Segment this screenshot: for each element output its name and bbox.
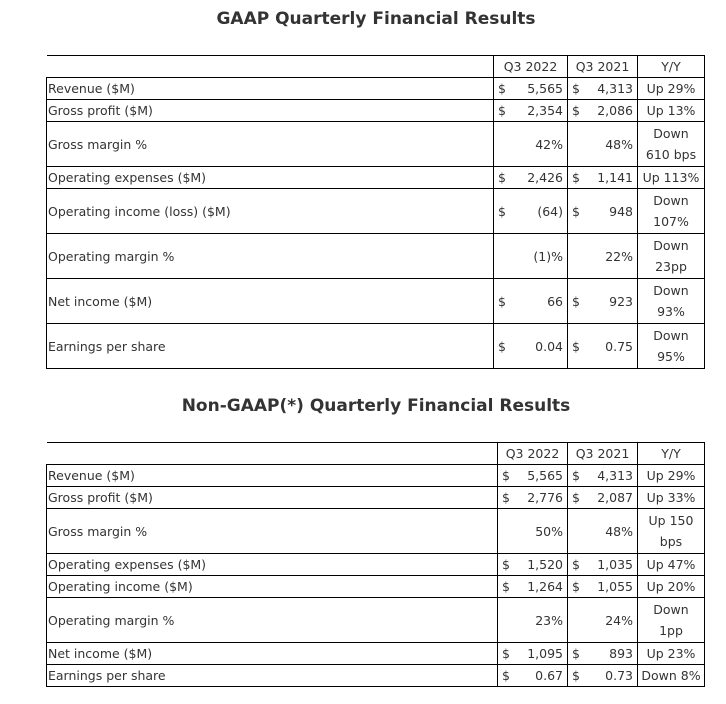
table-row: [47, 122, 705, 167]
cell-value: 2,776: [527, 490, 563, 505]
row-label: Gross profit ($M): [47, 487, 498, 509]
value-cell-q3-2022: [494, 324, 568, 369]
cell-value: 2,086: [597, 103, 633, 118]
cell-value: 1,035: [597, 557, 633, 572]
value-cell-q3-2021: [568, 665, 638, 687]
currency-symbol: $: [498, 103, 506, 118]
currency-symbol: $: [502, 490, 510, 505]
table-row: [47, 167, 705, 189]
currency-symbol: $: [572, 468, 580, 483]
cell-value: 0.73: [605, 668, 633, 683]
yoy-change-cell: Down 1pp: [638, 598, 705, 643]
table-row: [47, 665, 705, 687]
header-label-cell: [47, 56, 494, 78]
gaap-title: GAAP Quarterly Financial Results: [216, 9, 536, 29]
header-q3-2021: Q3 2021: [568, 443, 638, 465]
value-cell-q3-2021: [568, 167, 638, 189]
cell-value: 0.75: [605, 338, 633, 354]
yoy-change-cell: Up 13%: [638, 100, 705, 122]
cell-value: 0.67: [535, 668, 563, 683]
value-cell-q3-2021: [568, 576, 638, 598]
cell-value: 5,565: [527, 81, 563, 96]
table-row: [47, 576, 705, 598]
cell-value: 50%: [535, 523, 563, 539]
value-cell-q3-2022: [498, 576, 568, 598]
value-cell-q3-2022: [498, 509, 568, 554]
row-label: Net income ($M): [47, 643, 498, 665]
value-cell-q3-2021: [568, 554, 638, 576]
currency-symbol: $: [572, 203, 580, 219]
value-cell-q3-2022: [498, 643, 568, 665]
value-cell-q3-2022: [498, 598, 568, 643]
cell-value: 24%: [605, 612, 633, 628]
currency-symbol: $: [572, 646, 580, 661]
currency-symbol: $: [502, 557, 510, 572]
cell-value: 2,354: [527, 103, 563, 118]
currency-symbol: $: [572, 293, 580, 309]
cell-value: 1,141: [597, 170, 633, 185]
row-label: Earnings per share: [47, 324, 494, 369]
row-label: Gross profit ($M): [47, 100, 494, 122]
cell-value: 2,426: [527, 170, 563, 185]
yoy-change-cell: Up 29%: [638, 465, 705, 487]
currency-symbol: $: [502, 646, 510, 661]
table-row: [47, 643, 705, 665]
currency-symbol: $: [572, 103, 580, 118]
yoy-change-cell: Down 95%: [638, 324, 705, 369]
value-cell-q3-2021: [568, 598, 638, 643]
yoy-change-cell: Down 610 bps: [638, 122, 705, 167]
value-cell-q3-2022: [494, 189, 568, 234]
header-q3-2022: Q3 2022: [498, 443, 568, 465]
table-row: [47, 279, 705, 324]
currency-symbol: $: [502, 668, 510, 683]
currency-symbol: $: [572, 81, 580, 96]
yoy-change-cell: Up 23%: [638, 643, 705, 665]
value-cell-q3-2022: [494, 167, 568, 189]
value-cell-q3-2022: [494, 78, 568, 100]
value-cell-q3-2021: [568, 509, 638, 554]
header-q3-2021: Q3 2021: [568, 56, 638, 78]
row-label: Operating income (loss) ($M): [47, 189, 494, 234]
non-gaap-results-table: [46, 442, 705, 687]
value-cell-q3-2021: [568, 122, 638, 167]
value-cell-q3-2022: [494, 279, 568, 324]
yoy-change-cell: Up 33%: [638, 487, 705, 509]
table-header-row: [47, 56, 705, 78]
cell-value: 22%: [605, 248, 633, 264]
table-row: [47, 324, 705, 369]
currency-symbol: $: [572, 557, 580, 572]
currency-symbol: $: [498, 81, 506, 96]
value-cell-q3-2021: [568, 324, 638, 369]
table-row: [47, 598, 705, 643]
header-yoy: Y/Y: [638, 56, 705, 78]
yoy-change-cell: Up 47%: [638, 554, 705, 576]
yoy-change-cell: Down 93%: [638, 279, 705, 324]
table-row: [47, 100, 705, 122]
table-header-row: [47, 443, 705, 465]
cell-value: 1,095: [527, 646, 563, 661]
yoy-change-cell: Up 113%: [638, 167, 705, 189]
yoy-change-cell: Up 29%: [638, 78, 705, 100]
cell-value: 2,087: [597, 490, 633, 505]
currency-symbol: $: [498, 203, 506, 219]
currency-symbol: $: [498, 293, 506, 309]
currency-symbol: $: [502, 468, 510, 483]
value-cell-q3-2021: [568, 78, 638, 100]
currency-symbol: $: [572, 579, 580, 594]
row-label: Operating margin %: [47, 598, 498, 643]
currency-symbol: $: [572, 338, 580, 354]
cell-value: 5,565: [527, 468, 563, 483]
row-label: Operating margin %: [47, 234, 494, 279]
value-cell-q3-2021: [568, 487, 638, 509]
yoy-change-cell: Down 8%: [638, 665, 705, 687]
value-cell-q3-2021: [568, 189, 638, 234]
value-cell-q3-2021: [568, 100, 638, 122]
header-label-cell: [47, 443, 498, 465]
currency-symbol: $: [572, 668, 580, 683]
value-cell-q3-2022: [498, 487, 568, 509]
header-yoy: Y/Y: [638, 443, 705, 465]
currency-symbol: $: [498, 338, 506, 354]
currency-symbol: $: [502, 579, 510, 594]
yoy-change-cell: Down 107%: [638, 189, 705, 234]
value-cell-q3-2022: [494, 234, 568, 279]
value-cell-q3-2022: [498, 554, 568, 576]
cell-value: 66: [547, 293, 563, 309]
cell-value: 1,055: [597, 579, 633, 594]
cell-value: 948: [609, 203, 633, 219]
row-label: Gross margin %: [47, 509, 498, 554]
value-cell-q3-2022: [498, 465, 568, 487]
yoy-change-cell: Down 23pp: [638, 234, 705, 279]
table-row: [47, 78, 705, 100]
row-label: Earnings per share: [47, 665, 498, 687]
cell-value: 42%: [535, 136, 563, 152]
row-label: Revenue ($M): [47, 78, 494, 100]
cell-value: 4,313: [597, 81, 633, 96]
non-gaap-title: Non-GAAP(*) Quarterly Financial Results: [181, 396, 571, 416]
table-row: [47, 189, 705, 234]
yoy-change-cell: Up 20%: [638, 576, 705, 598]
row-label: Operating income ($M): [47, 576, 498, 598]
table-row: [47, 509, 705, 554]
cell-value: 1,264: [527, 579, 563, 594]
cell-value: 923: [609, 293, 633, 309]
table-row: [47, 234, 705, 279]
table-row: [47, 487, 705, 509]
header-q3-2022: Q3 2022: [494, 56, 568, 78]
value-cell-q3-2022: [494, 100, 568, 122]
currency-symbol: $: [572, 490, 580, 505]
row-label: Operating expenses ($M): [47, 554, 498, 576]
cell-value: 4,313: [597, 468, 633, 483]
table-row: [47, 465, 705, 487]
row-label: Net income ($M): [47, 279, 494, 324]
currency-symbol: $: [572, 170, 580, 185]
cell-value: 48%: [605, 523, 633, 539]
row-label: Revenue ($M): [47, 465, 498, 487]
table-row: [47, 554, 705, 576]
cell-value: 1,520: [527, 557, 563, 572]
cell-value: 0.04: [535, 338, 563, 354]
cell-value: 48%: [605, 136, 633, 152]
value-cell-q3-2021: [568, 234, 638, 279]
row-label: Operating expenses ($M): [47, 167, 494, 189]
value-cell-q3-2022: [498, 665, 568, 687]
cell-value: 893: [609, 646, 633, 661]
value-cell-q3-2021: [568, 643, 638, 665]
cell-value: (64): [537, 203, 563, 219]
value-cell-q3-2022: [494, 122, 568, 167]
cell-value: (1)%: [533, 248, 563, 264]
value-cell-q3-2021: [568, 465, 638, 487]
value-cell-q3-2021: [568, 279, 638, 324]
yoy-change-cell: Up 150 bps: [638, 509, 705, 554]
gaap-results-table: [46, 55, 705, 369]
cell-value: 23%: [535, 612, 563, 628]
row-label: Gross margin %: [47, 122, 494, 167]
currency-symbol: $: [498, 170, 506, 185]
